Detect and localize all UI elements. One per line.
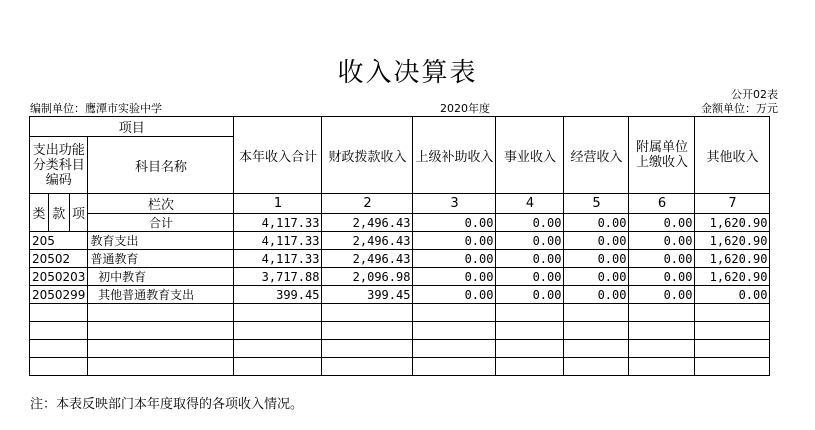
row-name: 教育支出 — [88, 232, 234, 250]
table-row — [30, 286, 770, 304]
row-name: 其他普通教育支出 — [88, 286, 234, 304]
col-num-1: 1 — [234, 194, 322, 214]
row-value: 0.00 — [496, 286, 564, 304]
total-label: 合计 — [88, 214, 234, 232]
header-col3: 上级补助收入 — [413, 117, 496, 194]
row-value: 0.00 — [413, 286, 496, 304]
header-lei: 类 — [30, 194, 49, 232]
header-func-code: 支出功能分类科目编码 — [30, 137, 88, 194]
row-name: 初中教育 — [88, 268, 234, 286]
total-value: 0.00 — [413, 214, 496, 232]
header-col5: 经营收入 — [564, 117, 629, 194]
row-value: 0.00 — [629, 250, 695, 268]
header-col1: 本年收入合计 — [234, 117, 322, 194]
row-value: 2,496.43 — [322, 232, 413, 250]
col-num-6: 6 — [629, 194, 695, 214]
row-value: 0.00 — [629, 232, 695, 250]
total-value: 4,117.33 — [234, 214, 322, 232]
col-num-3: 3 — [413, 194, 496, 214]
row-code: 2050203 — [30, 268, 88, 286]
table-row — [30, 232, 770, 250]
header-xiang: 项 — [69, 194, 88, 232]
compiling-unit: 编制单位：鹰潭市实验中学 — [30, 102, 162, 115]
row-value: 0.00 — [564, 250, 629, 268]
header-col7: 其他收入 — [695, 117, 770, 194]
table-row — [30, 250, 770, 268]
row-value: 0.00 — [695, 286, 770, 304]
row-code: 2050299 — [30, 286, 88, 304]
form-code: 公开02表 — [731, 88, 778, 101]
row-code: 205 — [30, 232, 88, 250]
fiscal-year: 2020年度 — [440, 102, 490, 115]
header-col2: 财政拨款收入 — [322, 117, 413, 194]
col-num-7: 7 — [695, 194, 770, 214]
col-num-5: 5 — [564, 194, 629, 214]
col-num-4: 4 — [496, 194, 564, 214]
row-value: 1,620.90 — [695, 232, 770, 250]
row-value: 2,096.98 — [322, 268, 413, 286]
empty-row — [30, 340, 770, 358]
empty-row — [30, 358, 770, 376]
header-subject-name: 科目名称 — [88, 137, 234, 194]
total-value: 0.00 — [496, 214, 564, 232]
row-value: 0.00 — [496, 232, 564, 250]
row-value: 3,717.88 — [234, 268, 322, 286]
total-row — [30, 214, 770, 232]
row-value: 0.00 — [496, 268, 564, 286]
row-value: 0.00 — [413, 250, 496, 268]
header-col4: 事业收入 — [496, 117, 564, 194]
empty-row — [30, 304, 770, 322]
row-value: 1,620.90 — [695, 250, 770, 268]
header-item: 项目 — [30, 117, 234, 137]
header-col6: 附属单位上缴收入 — [629, 117, 695, 194]
report-title: 收入决算表 — [337, 58, 478, 88]
total-value: 0.00 — [629, 214, 695, 232]
total-value: 0.00 — [564, 214, 629, 232]
row-value: 399.45 — [234, 286, 322, 304]
row-value: 0.00 — [564, 286, 629, 304]
row-value: 4,117.33 — [234, 250, 322, 268]
row-name: 普通教育 — [88, 250, 234, 268]
row-value: 0.00 — [564, 232, 629, 250]
row-value: 0.00 — [629, 286, 695, 304]
row-code: 20502 — [30, 250, 88, 268]
row-value: 0.00 — [413, 268, 496, 286]
total-value: 2,496.43 — [322, 214, 413, 232]
row-value: 0.00 — [496, 250, 564, 268]
row-value: 0.00 — [564, 268, 629, 286]
income-table — [29, 116, 770, 376]
row-value: 0.00 — [629, 268, 695, 286]
empty-row — [30, 322, 770, 340]
row-value: 1,620.90 — [695, 268, 770, 286]
row-value: 0.00 — [413, 232, 496, 250]
col-num-2: 2 — [322, 194, 413, 214]
row-value: 2,496.43 — [322, 250, 413, 268]
header-kuan: 款 — [48, 194, 69, 232]
amount-unit: 金额单位：万元 — [701, 102, 778, 115]
table-row — [30, 268, 770, 286]
header-row-no: 栏次 — [88, 194, 234, 214]
footnote: 注：本表反映部门本年度取得的各项收入情况。 — [30, 397, 304, 412]
row-value: 4,117.33 — [234, 232, 322, 250]
row-value: 399.45 — [322, 286, 413, 304]
total-value: 1,620.90 — [695, 214, 770, 232]
